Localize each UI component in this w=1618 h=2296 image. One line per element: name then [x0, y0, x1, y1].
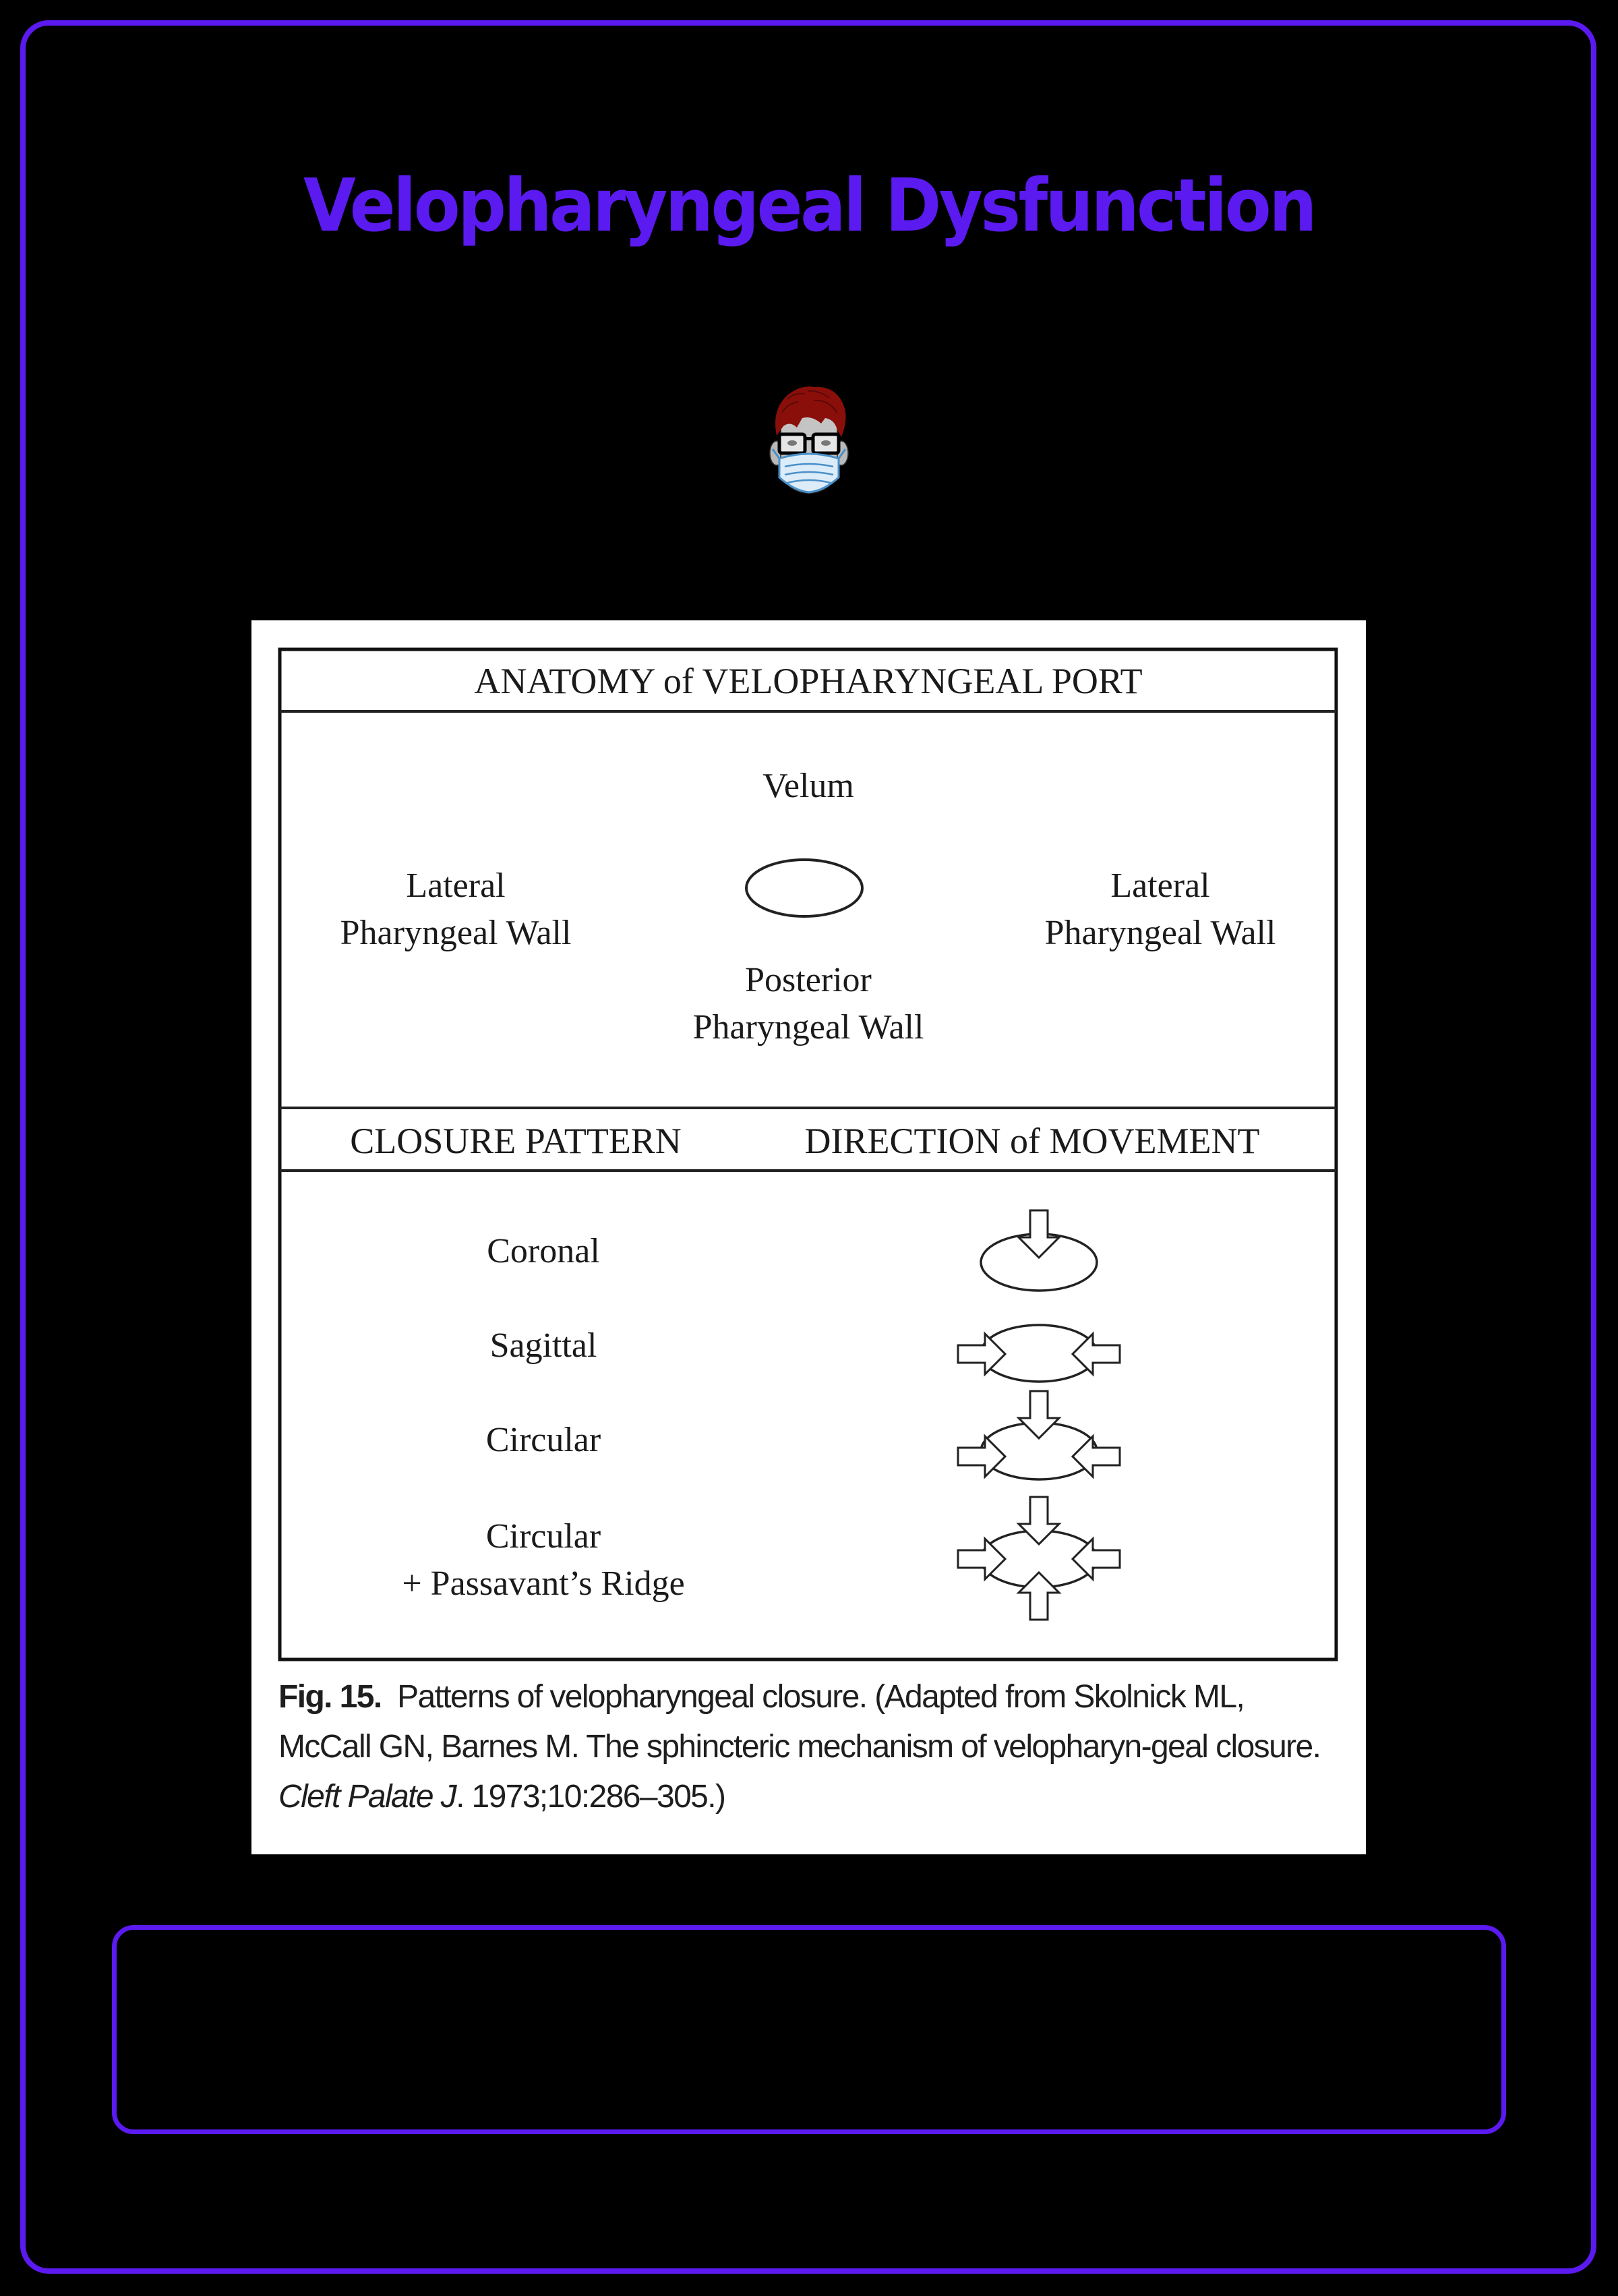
- anatomy-header: ANATOMY of VELOPHARYNGEAL PORT: [474, 661, 1143, 701]
- slide-title: Velopharyngeal Dysfunction: [303, 164, 1315, 248]
- masked-doctor-avatar-icon: [767, 383, 851, 496]
- closure-pattern-header: CLOSURE PATTERN: [350, 1121, 682, 1161]
- direction-header: DIRECTION of MOVEMENT: [804, 1121, 1260, 1161]
- label-posterior-2: Pharyngeal Wall: [692, 1008, 924, 1047]
- label-lateral-right-2: Pharyngeal Wall: [1044, 914, 1276, 952]
- pattern-coronal: Coronal: [487, 1232, 600, 1270]
- label-velum: Velum: [762, 767, 854, 805]
- figure-panel: [251, 620, 1366, 1854]
- pattern-circular-passavant-2: + Passavant’s Ridge: [402, 1564, 685, 1603]
- velopharyngeal-closure-diagram: [251, 620, 1366, 1672]
- caption-citation: . 1973;10:286–305.): [456, 1779, 725, 1815]
- coronal-direction-icon: [981, 1210, 1097, 1291]
- caption-label: Fig. 15.: [278, 1679, 382, 1715]
- caption-journal: Cleft Palate J: [278, 1779, 456, 1815]
- notes-box: [112, 1925, 1506, 2134]
- circular-passavant-direction-icon: [958, 1497, 1120, 1620]
- label-lateral-left-2: Pharyngeal Wall: [340, 914, 572, 952]
- pattern-circular: Circular: [485, 1421, 601, 1459]
- label-lateral-right-1: Lateral: [1110, 866, 1210, 905]
- sagittal-direction-icon: [958, 1325, 1120, 1382]
- pattern-circular-passavant-1: Circular: [485, 1517, 601, 1556]
- pattern-sagittal: Sagittal: [489, 1326, 597, 1365]
- label-posterior-1: Posterior: [745, 961, 872, 999]
- caption-text: Patterns of velopharyngeal closure. (Adapted from Skolnick ML, McCall GN, Barnes M. The sphincteric mechanism of velopharyn-geal closure.: [278, 1679, 1321, 1765]
- label-lateral-left-1: Lateral: [406, 866, 506, 905]
- figure-caption: [278, 1672, 1344, 1822]
- circular-direction-icon: [958, 1391, 1120, 1479]
